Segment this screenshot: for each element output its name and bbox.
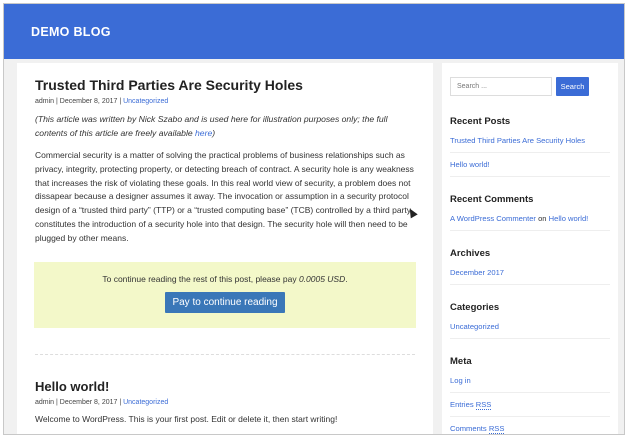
recent-post-link[interactable]: Hello world! bbox=[450, 160, 610, 177]
paywall-period: . bbox=[345, 273, 348, 284]
search-button[interactable]: Search bbox=[556, 77, 589, 96]
post-body: Welcome to WordPress. This is your first post. Edit or delete it, then start writing! bbox=[35, 413, 338, 424]
recent-post-link[interactable]: Trusted Third Parties Are Security Holes bbox=[450, 136, 610, 153]
entries-rss-link[interactable] bbox=[450, 400, 610, 417]
login-link[interactable]: Log in bbox=[450, 376, 610, 393]
search-input[interactable]: Search ... bbox=[450, 77, 552, 96]
intro-text: (This article was written by Nick Szabo and is used here for illustration purposes only; the full contents of this article are freely available bbox=[35, 114, 388, 138]
post-title[interactable]: Hello world! bbox=[35, 378, 110, 394]
post-divider bbox=[35, 354, 415, 355]
intro-end: ) bbox=[212, 127, 216, 138]
comment-on-text: on bbox=[535, 214, 549, 223]
paywall-message bbox=[34, 274, 416, 284]
recent-comments-title: Recent Comments bbox=[450, 194, 534, 205]
meta-separator: | bbox=[117, 398, 124, 406]
sidebar bbox=[442, 63, 618, 434]
intro-here-link[interactable]: here bbox=[195, 127, 213, 138]
entries-label: Entries bbox=[450, 400, 476, 409]
post-category-link[interactable]: Uncategorized bbox=[123, 98, 169, 105]
post-body: Commercial security is a matter of solving the practical problems of business relationships such as privacy, integrity, protecting property, or detecting breach of contract. A security hole is any weakness that increases the risk of violating these goals. In this real world view of security, a problem does not dissapear because a designer assumes it away. The invocation or assumption in a security protocol design of a “trusted third party” (TTP) or a “trusted computing base” (TCB) controlled by a third party constitutes the introduction of a security hole into that design. The security hole will then need to be plugged by other means. bbox=[35, 150, 414, 243]
site-header bbox=[4, 4, 624, 59]
categories-title: Categories bbox=[450, 302, 500, 313]
post-title[interactable]: Trusted Third Parties Are Security Holes bbox=[35, 77, 303, 93]
rss-abbr: RSS bbox=[475, 400, 492, 409]
archives-title: Archives bbox=[450, 248, 491, 259]
main-column bbox=[17, 63, 433, 434]
rss-abbr: RSS bbox=[488, 424, 505, 433]
meta-separator: | bbox=[54, 98, 60, 105]
meta-separator: | bbox=[54, 398, 60, 406]
paywall-text: To continue reading the rest of this post, please pay bbox=[102, 273, 299, 284]
site-title[interactable]: DEMO BLOG bbox=[31, 24, 111, 39]
post-intro bbox=[35, 113, 415, 140]
post-meta bbox=[35, 399, 415, 406]
meta-separator: | bbox=[117, 98, 124, 105]
post-category-link[interactable]: Uncategorized bbox=[123, 398, 169, 406]
search-form bbox=[450, 77, 610, 96]
post-date[interactable]: December 8, 2017 bbox=[59, 98, 118, 105]
pay-to-continue-button[interactable]: Pay to continue reading bbox=[165, 292, 284, 313]
paywall-amount: 0.0005 USD bbox=[298, 273, 346, 284]
meta-title: Meta bbox=[450, 356, 472, 367]
comments-rss-link[interactable] bbox=[450, 424, 610, 435]
page-content bbox=[4, 59, 624, 434]
post-author[interactable]: admin bbox=[35, 98, 55, 105]
post-author[interactable]: admin bbox=[35, 398, 55, 406]
comment-post-link[interactable]: Hello world! bbox=[548, 214, 589, 223]
category-link[interactable]: Uncategorized bbox=[450, 322, 610, 339]
post-meta bbox=[35, 98, 415, 105]
paywall-box bbox=[34, 262, 416, 328]
archive-link[interactable]: December 2017 bbox=[450, 268, 610, 285]
commenter-link[interactable]: A WordPress Commenter bbox=[450, 214, 536, 223]
browser-viewport bbox=[3, 3, 625, 435]
post-date[interactable]: December 8, 2017 bbox=[59, 398, 118, 406]
comments-label: Comments bbox=[450, 424, 489, 433]
recent-comment-item bbox=[450, 214, 610, 231]
recent-posts-title: Recent Posts bbox=[450, 116, 511, 127]
